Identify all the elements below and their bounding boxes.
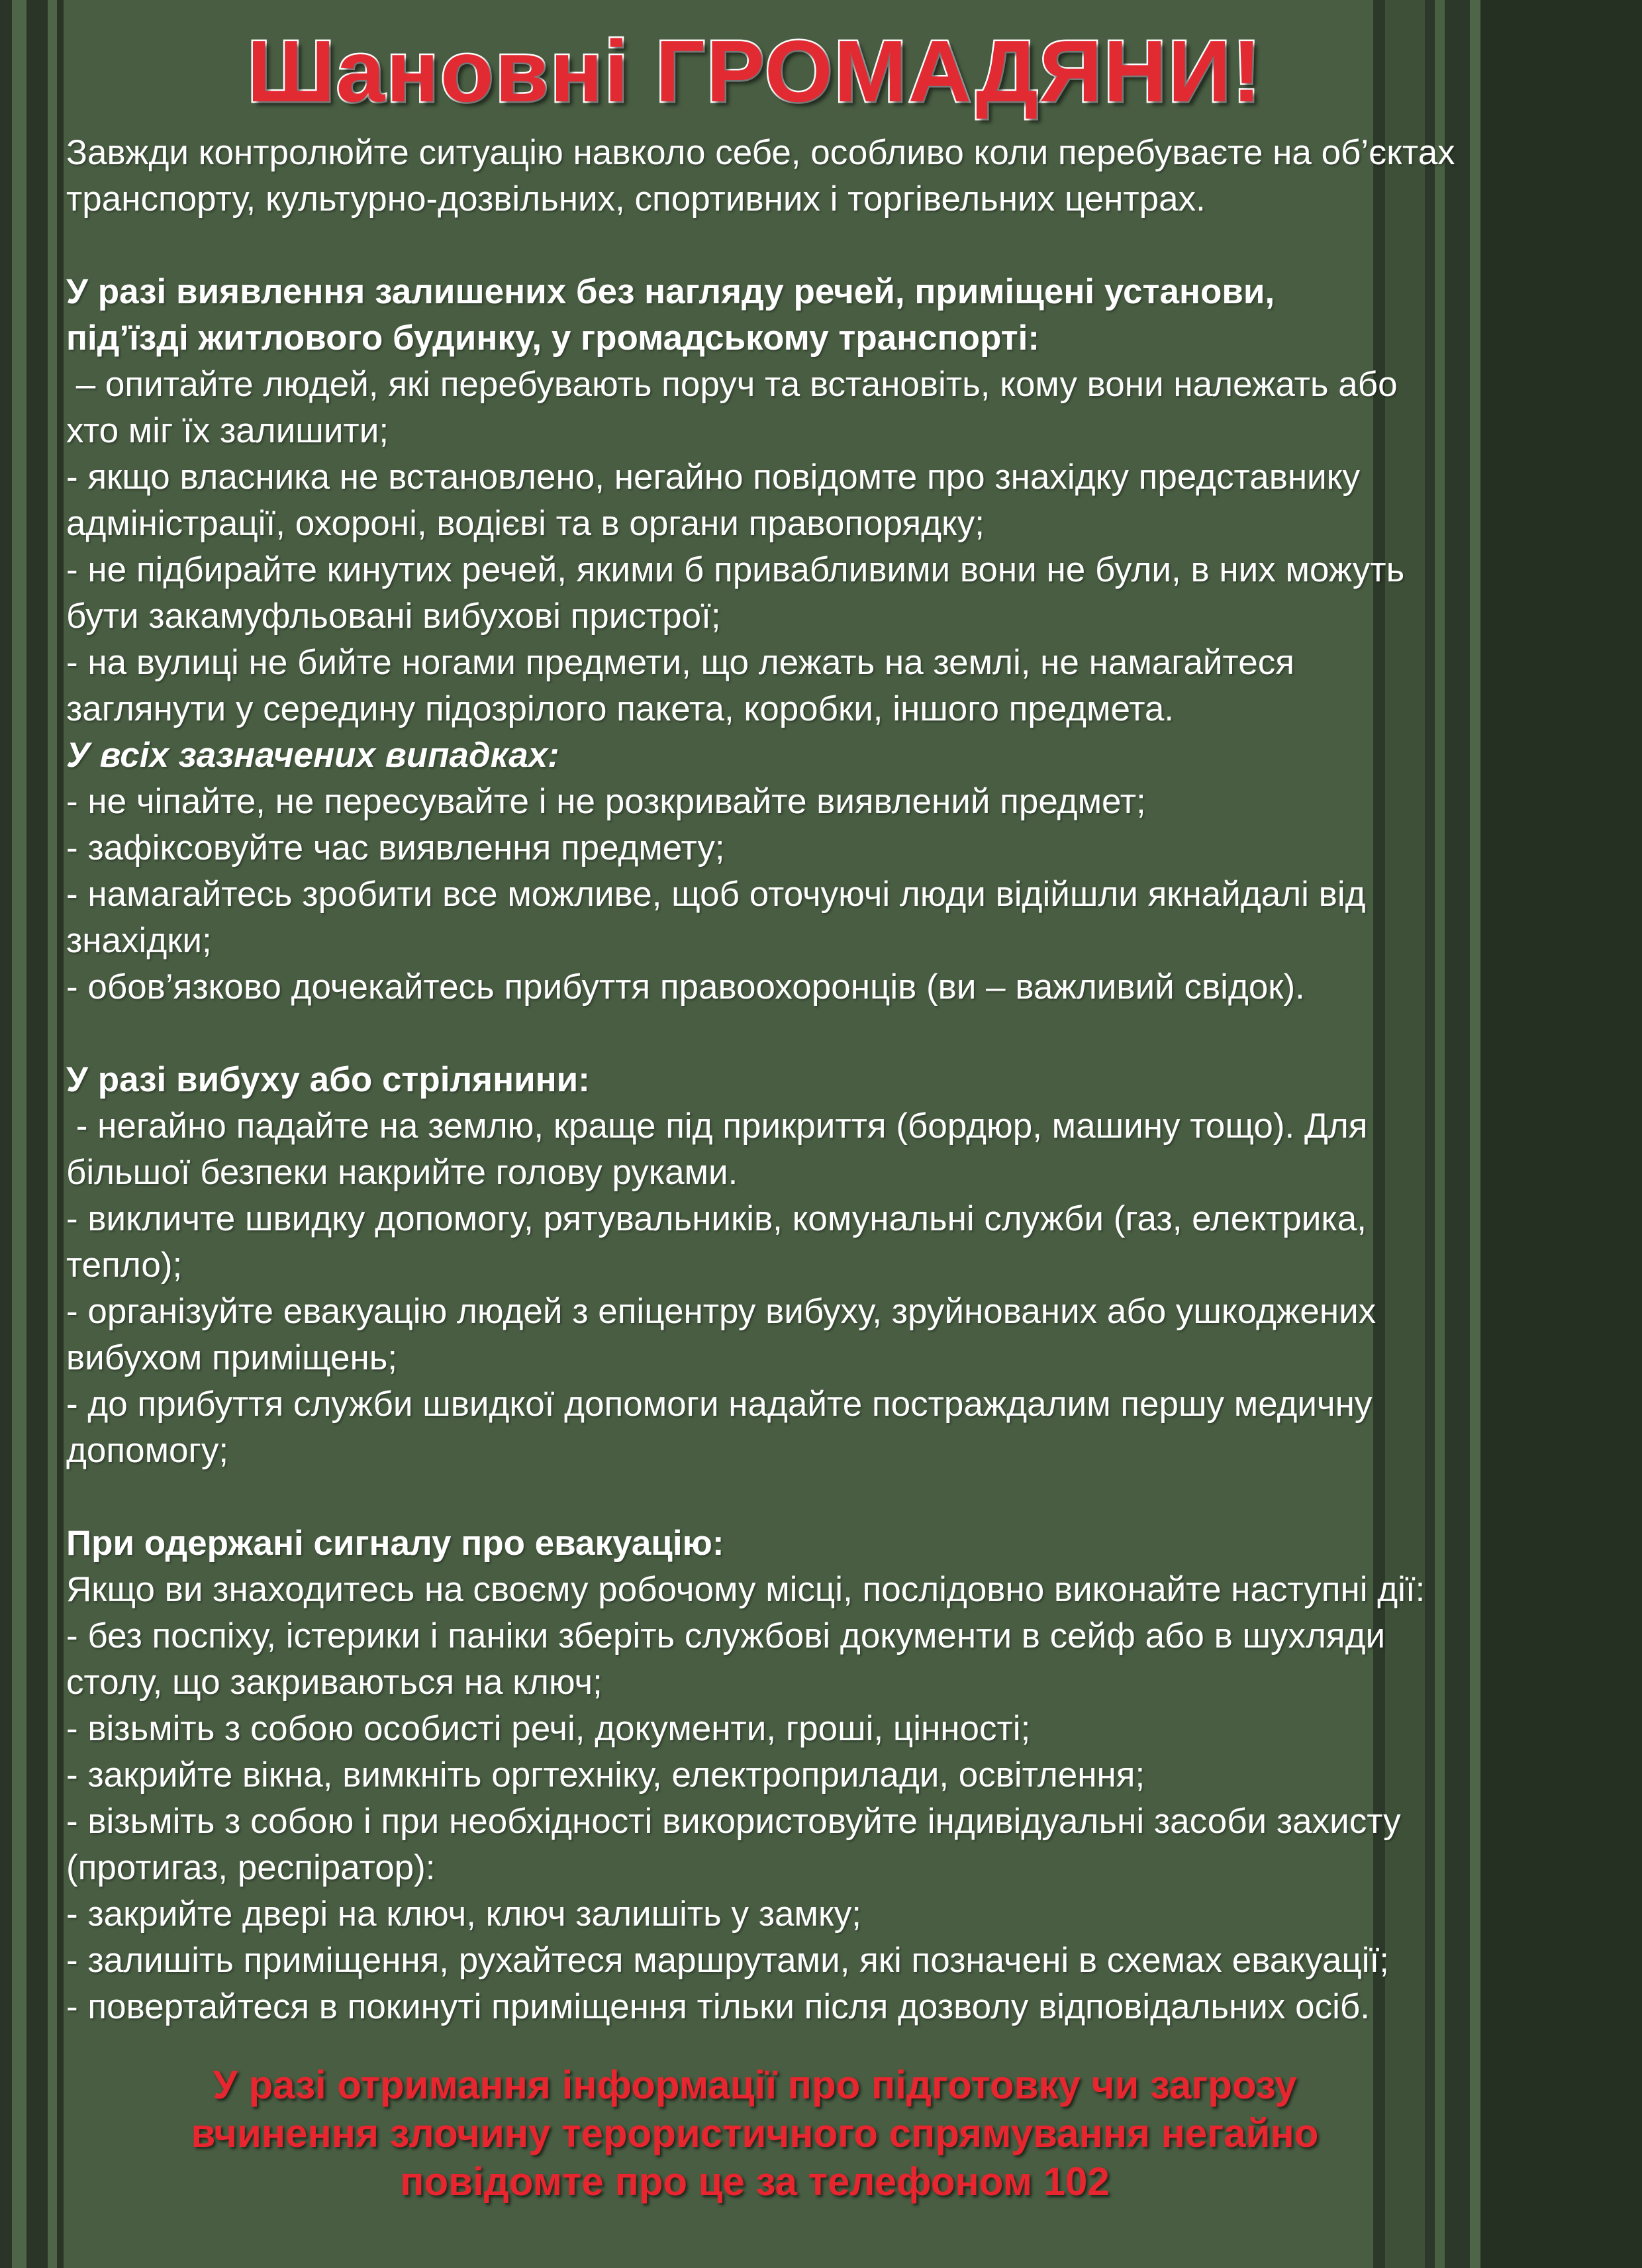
left-stripe — [26, 0, 48, 2268]
instruction-line: хто міг їх залишити; — [66, 411, 389, 450]
instruction-line: - організуйте евакуацію людей з епіцентру вибуху, зруйнованих або ушкоджених — [66, 1292, 1376, 1331]
instruction-line: - без поспіху, істерики і паніки зберіть службові документи в сейф або в шухляди — [66, 1616, 1386, 1655]
section-subheading: У всіх зазначених випадках: — [66, 736, 559, 775]
intro-line: Завжди контролюйте ситуацію навколо себе, особливо коли перебуваєте на об’єктах — [66, 133, 1455, 172]
instruction-line: столу, що закриваються на ключ; — [66, 1663, 603, 1702]
instruction-line: заглянути у середину підозрілого пакета, коробки, іншого предмета. — [66, 689, 1175, 728]
instruction-line: тепло); — [66, 1246, 183, 1285]
warning-line: повідомте про це за телефоном 102 — [400, 2159, 1110, 2204]
instruction-line: - до прибуття служби швидкої допомоги надайте постраждалим першу медичну — [66, 1385, 1373, 1424]
section-heading: під’їзді житлового будинку, у громадському транспорті: — [66, 319, 1040, 358]
instruction-line: - негайно падайте на землю, краще під прикриття (бордюр, машину тощо). Для — [66, 1107, 1368, 1146]
warning-line: У разі отримання інформації про підготовку чи загрозу — [213, 2063, 1297, 2107]
instruction-line: допомогу; — [66, 1431, 229, 1470]
instruction-line: - візьміть з собою особисті речі, документи, гроші, цінності; — [66, 1709, 1031, 1748]
section-heading: У разі вибуху або стрілянини: — [66, 1060, 590, 1099]
instruction-line: - повертайтеся в покинуті приміщення тільки після дозволу відповідальних осіб. — [66, 1987, 1370, 2026]
intro-line: транспорту, культурно-дозвільних, спортивних і торгівельних центрах. — [66, 179, 1206, 219]
warning-line: вчинення злочину терористичного спрямування негайно — [191, 2111, 1319, 2155]
instruction-line: - залишіть приміщення, рухайтеся маршрутами, які позначені в схемах евакуації; — [66, 1941, 1390, 1980]
instruction-line: адміністрації, охороні, водієві та в органи правопорядку; — [66, 504, 985, 543]
left-stripe — [48, 0, 57, 2268]
instruction-line: (протигаз, респіратор): — [66, 1848, 436, 1887]
instruction-line: - якщо власника не встановлено, негайно повідомте про знахідку представнику — [66, 458, 1361, 497]
instruction-line: знахідки; — [66, 921, 212, 960]
left-stripe — [0, 0, 12, 2268]
instruction-line: більшої безпеки накрийте голову руками. — [66, 1153, 738, 1192]
section-heading: У разі виявлення залишених без нагляду речей, приміщені установи, — [66, 272, 1275, 311]
instruction-line: – опитайте людей, які перебувають поруч та встановіть, кому вони належать або — [66, 365, 1398, 404]
left-stripe — [57, 0, 64, 2268]
instruction-line: - візьміть з собою і при необхідності використовуйте індивідуальні засоби захисту — [66, 1802, 1401, 1841]
instruction-line: - не підбирайте кинутих речей, якими б привабливими вони не були, в них можуть — [66, 550, 1405, 589]
instruction-line: - намагайтесь зробити все можливе, щоб оточуючі люди відійшли якнайдалі від — [66, 875, 1366, 914]
left-stripe — [12, 0, 26, 2268]
instruction-line: - на вулиці не бийте ногами предмети, що лежать на землі, не намагайтеся — [66, 643, 1294, 682]
instruction-line: - закрийте двері на ключ, ключ залишіть у замку; — [66, 1895, 861, 1934]
instruction-line: вибухом приміщень; — [66, 1338, 398, 1377]
warning-message — [66, 2061, 1443, 2206]
section-heading: При одержані сигналу про евакуацію: — [66, 1524, 724, 1563]
instruction-line: Якщо ви знаходитесь на своєму робочому місці, послідовно виконайте наступні дії: — [66, 1570, 1425, 1609]
poster-body — [66, 130, 1616, 2030]
instruction-line: - викличте швидку допомогу, рятувальників, комунальні служби (газ, електрика, — [66, 1199, 1367, 1238]
instruction-line: - не чіпайте, не пересувайте і не розкривайте виявлений предмет; — [66, 782, 1146, 821]
instruction-line: бути закамуфльовані вибухові пристрої; — [66, 597, 721, 636]
poster-title: Шановні ГРОМАДЯНИ! — [247, 23, 1263, 120]
instruction-line: - закрийте вікна, вимкніть оргтехніку, електроприлади, освітлення; — [66, 1755, 1145, 1795]
instruction-line: - зафіксовуйте час виявлення предмету; — [66, 828, 725, 867]
instruction-line: - обов’язково дочекайтесь прибуття правоохоронців (ви – важливий свідок). — [66, 967, 1305, 1007]
